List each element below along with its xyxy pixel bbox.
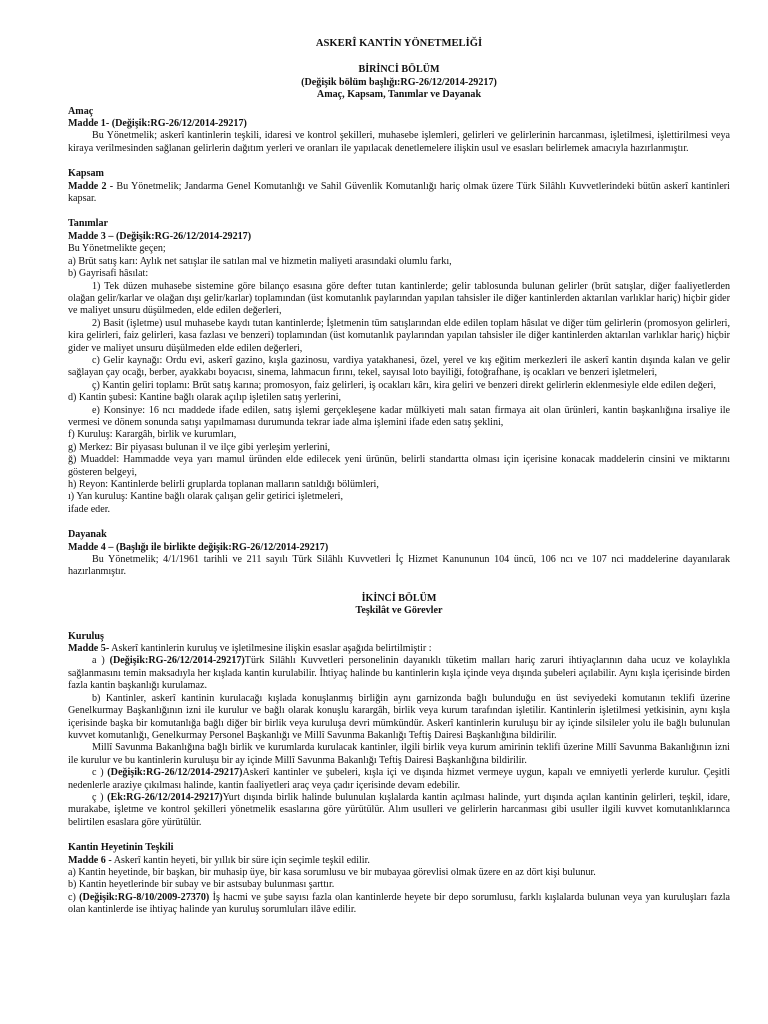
article-paragraph — [68, 181, 730, 206]
definition-item: d) Kantin şubesi: Kantine bağlı olarak açılıp işletilen satış yerlerini, — [68, 392, 342, 404]
chapter2-block — [68, 593, 730, 618]
section-dayanak — [68, 529, 730, 579]
clause-msb: Millî Savunma Bakanlığına bağlı birlik ve kurumlarda kurulacak kantinler, ilgili birlik veya kurum amirinin teklifi üzerine Millî Savunma Bakanlığının izni ile kurulur ve bu kantinlerin kuruluşu bir ay içinde Millî Savunma Bakanlığı Teftiş Dairesi Başkanlığına bildirilir. — [68, 742, 730, 766]
definition-item: a) Brüt satış karı: Aylık net satışlar ile satılan mal ve hizmetin maliyeti arasındaki olumlu farkı, — [68, 255, 452, 267]
article-text: Askerî kantin heyeti, bir yıllık bir süre için seçimle teşkil edilir. — [111, 854, 370, 866]
chapter2-name: İKİNCİ BÖLÜM — [361, 592, 437, 604]
article-paragraph — [68, 855, 730, 867]
chapter2-subtitle: Teşkilât ve Görevler — [355, 605, 443, 617]
amendment-note: (Değişik:RG-26/12/2014-29217) — [109, 655, 245, 667]
article-title: Madde 5- — [68, 643, 110, 655]
definition-item: 1) Tek düzen muhasebe sistemine göre bilanço esasına göre defter tutan kantinlerde; gelir tablosunda bulunan gelirler (brüt satışlar, diğer faaliyetlerden olağan gelir/karlar ve olağan dışı gelir/karlar) toplamından (üst komutanlık paylarından yapılan tahsisler ile diğer kantinlerden aktarılan varlıklar hariç) hiçbir gider ve maliyet unsuru düşülmeden, elde edilen değerleri, — [68, 280, 730, 317]
definition-item: e) Konsinye: 16 ncı maddede ifade edilen, satış işlemi gerçekleşene kadar mülkiyeti malı satan firmaya ait olan ürünleri, kantin başkanlığına irsaliye ile vermesi ve dönem sonunda satışı yapılmaması durumunda tekrar iade alma işlemini ifade eden satış şeklini, — [68, 404, 730, 428]
clause-b: b) Kantinler, askerî kantinin kurulacağı kışlada konuşlanmış birliğin aynı garnizonda bağlı bulunduğu en üst seviyedeki komutanın teklifi üzerine Genelkurmay Başkanlığının izni ile kurulur ve bağlı olarak konuşlu karargâh, birlik veya kurum tarafından işletilir. Kantinlerin işletilmesi yetkisinin, aynı kışla içerisinde başka bir komutanlığa bağlı diğer bir birlik veya kuruluşa devri mümkündür. Askerî kantinlerin kuruluşu bir ay içinde silsileler yolu ile bağlı bulunulan kuvvet komutanlığı, Genelkurmay Personel Başkanlığı ve Millî Savunma Bakanlığı Teftiş Dairesi Başkanlığına bildirilir. — [68, 692, 730, 741]
section-heading: Amaç — [68, 105, 94, 117]
amendment-note: (Ek:RG-26/12/2014-29217) — [107, 791, 223, 803]
clause-marker: c ) — [92, 767, 108, 779]
definition-item: c) Gelir kaynağı: Ordu evi, askerî gazino, kışla gazinosu, vardiya yatakhanesi, özel, yerel ve kış eğitim merkezleri ile askerî kantin dışında kalan ve gelir sağlayan çay ocağı, berber, ayakkabı boyacısı, sinema, lahmacun fırını, tekel, sayısal loto bayiliği, fotoğrafhane, iş ocakları ve benzeri işletmeleri, — [68, 354, 730, 379]
clause-c — [68, 767, 730, 792]
section-tanimlar — [68, 218, 730, 516]
clause-marker: c) — [68, 891, 80, 903]
definition-item: 2) Basit (işletme) usul muhasebe kaydı tutan kantinlerde; İşletmenin tüm satışlarından elde edilen toplam hâsılat ve diğer tüm gelirlerin (promosyon gelirleri, kira gelirleri, faiz gelirleri, kasa fazlası ve benzeri) toplamından (üst komutanlık paylarından yapılan tahsisler ile diğer kantinlerden aktarılan varlıklar hariç) hiçbir gider ve maliyet unsuru düşülmeden elde edilen değerleri, — [68, 317, 730, 354]
clause-text: Türk Silâhlı Kuvvetleri personelinin dayanıklı tüketim malları hariç zaruri ihtiyaçlarının daha ucuz ve kolaylıkla sağlanmasını temin maksadıyla her kışlada kantin kurulabilir. İhtiyaç halinde bu kantinlerin kışla içinde veya dışında şubeleri açılabilir. Aynı kışla içerisinde birden fazla kantin başkanlığı kurulamaz. — [68, 655, 730, 692]
clause-b: b) Kantin heyetlerinde bir subay ve bir astsubay bulunması şarttır. — [68, 879, 335, 891]
definition-item: h) Reyon: Kantinlerde belirli gruplarda toplanan malların satıldığı bölümleri, — [68, 479, 379, 490]
article-title: Madde 6 - — [68, 854, 112, 866]
section-heading: Tanımlar — [68, 218, 109, 230]
definition-item: f) Kuruluş: Karargâh, birlik ve kurumları, — [68, 429, 237, 441]
section-heading: Kuruluş — [68, 630, 104, 642]
clause-a — [68, 655, 730, 692]
article-paragraph: Bu Yönetmelik; 4/1/1961 tarihli ve 211 sayılı Türk Silâhlı Kuvvetleri İç Hizmet Kanununun 104 üncü, 106 ncı ve 107 nci maddelerine dayanılarak hazırlanmıştır. — [68, 554, 730, 578]
clause-text: İş hacmi ve şube sayısı fazla olan kantinlerde heyete bir depo sorumlusu, farklı kışlalarda bulunan veya yan kuruluşları fazla olan kantinlerde ise ihtiyaç halinde yan kuruluş sorumluları ilâve edilir. — [68, 891, 731, 916]
section-heading: Dayanak — [68, 529, 107, 541]
article-title: Madde 2 - — [68, 180, 114, 192]
clause-text: Askerî kantinler ve şubeleri, kışla içi ve dışında hizmet vermeye uygun, kapalı ve emniyetli yerlerde kurulur. Çeşitli nedenlerle araziye çıkılması halinde, kantin faaliyetleri araç veya çadır içerisinde devam edebilir. — [68, 767, 731, 791]
amendment-note: (Değişik:RG-8/10/2009-27370) — [79, 891, 210, 903]
article-title: Madde 1- (Değişik:RG-26/12/2014-29217) — [68, 118, 247, 130]
clause-c — [68, 892, 730, 917]
chapter1-change: (Değişik bölüm başlığı:RG-26/12/2014-29217) — [301, 76, 497, 88]
chapter1-name: BİRİNCİ BÖLÜM — [358, 64, 440, 76]
clause-marker: a ) — [92, 655, 110, 667]
definition-item: ı) Yan kuruluş: Kantine bağlı olarak çalışan gelir getirici işletmeleri, — [68, 491, 343, 503]
article-text: Askerî kantinlerin kuruluş ve işletilmesine ilişkin esaslar aşağıda belirtilmiştir : — [109, 643, 432, 655]
section-heading: Kapsam — [68, 168, 104, 180]
definition-item: ç) Kantin geliri toplamı: Brüt satış karına; promosyon, faiz gelirleri, iş ocakları kârı, kira geliri ve benzeri direkt gelirlerin eklenmesiyle elde edilen değeri, — [92, 379, 716, 391]
definition-item: ğ) Muaddel: Hammadde veya yarı mamul üründen elde edilecek yeni ürünün, belirli standartta olması için içerisine konacak maddelerin cinsini ve miktarını gösteren belgeyi, — [68, 454, 730, 478]
clause-text: Yurt dışında birlik halinde bulunulan kışlalarda kantin açılması halinde, yurt dışında açılan kantinin gelirleri, teşkil, idare, murakabe, işletme ve kontrol şekilleri yönetmelik esaslarına göre yürütülür. Alım usulleri ve gelirlerin harcanması gibi usuller ilgili kuvvet komutanlıklarınca belirtilen esaslara göre yürütülür. — [68, 791, 731, 828]
definition-item: g) Merkez: Bir piyasası bulunan il ve ilçe gibi yerleşim yerlerini, — [68, 441, 331, 453]
definition-item: Bu Yönetmelikte geçen; — [68, 243, 166, 255]
section-kapsam — [68, 168, 730, 205]
article-paragraph — [68, 643, 730, 655]
section-heyet — [68, 842, 730, 916]
clause-cc — [68, 792, 730, 829]
clause-marker: ç ) — [92, 791, 108, 803]
amendment-note: (Değişik:RG-26/12/2014-29217) — [107, 767, 243, 779]
document-title: ASKERÎ KANTİN YÖNETMELİĞİ — [315, 38, 483, 49]
article-title: Madde 3 – (Değişik:RG-26/12/2014-29217) — [68, 230, 252, 242]
section-heading: Kantin Heyetinin Teşkili — [68, 842, 174, 854]
section-kurulus — [68, 631, 730, 830]
clause-a: a) Kantin heyetinde, bir başkan, bir muhasip üye, bir kasa sorumlusu ve bir mubayaa görevlisi olmak üzere en az dört kişi bulunur. — [68, 866, 596, 878]
article-paragraph: Bu Yönetmelik; askerî kantinlerin teşkili, idaresi ve kontrol şekilleri, muhasebe işlemleri, gelirleri ve gelirlerinin harcanması, işletilmesi, işlettirilmesi veya kiraya verilmesinden sağlanan gelirlerin dağıtım yerleri ve oranları ile yapılacak denetlemelere ilişkin usul ve esasları belirlemek amacıyla hazırlanmıştır. — [68, 130, 730, 154]
article-text: Bu Yönetmelik; Jandarma Genel Komutanlığı ve Sahil Güvenlik Komutanlığı hariç olmak üzere Türk Silâhlı Kuvvetlerindeki bütün askerî kantinleri kapsar. — [68, 180, 730, 205]
article-title: Madde 4 – (Başlığı ile birlikte değişik:RG-26/12/2014-29217) — [68, 541, 329, 553]
definition-item: ifade eder. — [68, 503, 111, 515]
chapter1-subtitle: Amaç, Kapsam, Tanımlar ve Dayanak — [316, 89, 482, 101]
definition-item: b) Gayrisafi hâsılat: — [68, 268, 149, 280]
section-amac — [68, 106, 730, 156]
